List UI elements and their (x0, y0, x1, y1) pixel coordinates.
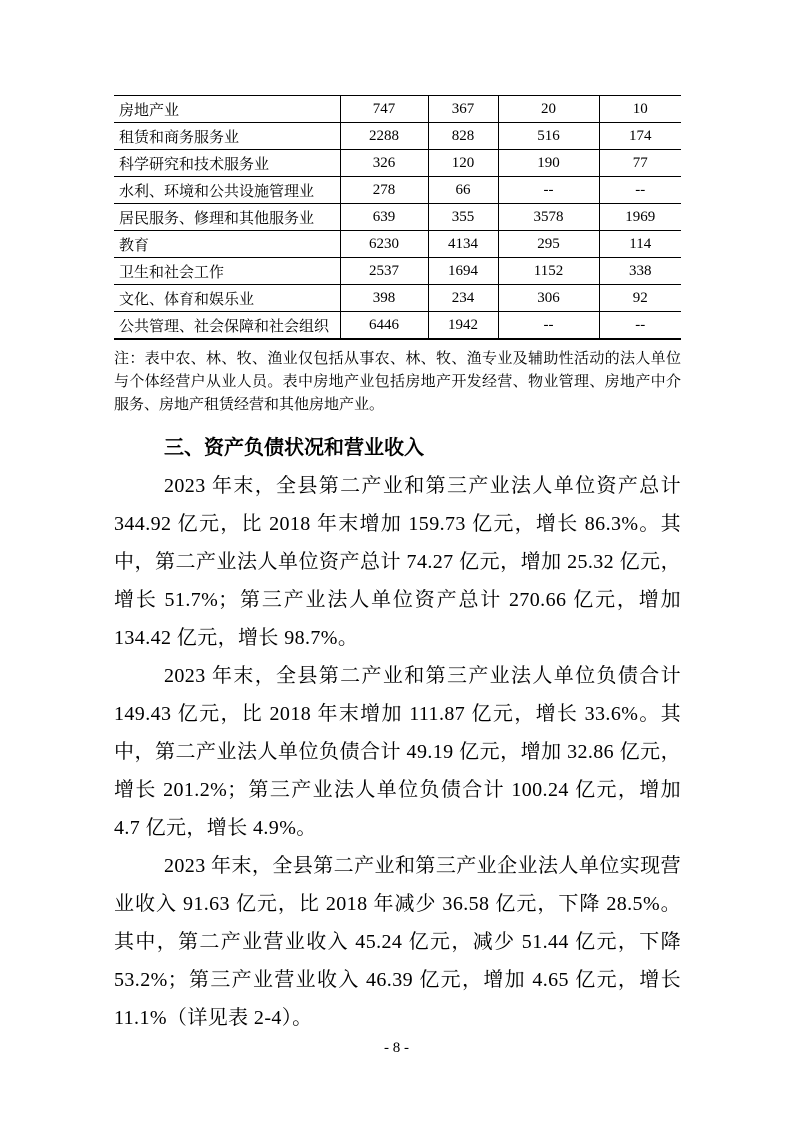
row-value: 20 (498, 96, 599, 123)
row-value: 398 (340, 285, 428, 312)
row-label: 居民服务、修理和其他服务业 (114, 204, 340, 231)
row-value: 747 (340, 96, 428, 123)
row-value: 1942 (428, 312, 498, 340)
row-value: 2288 (340, 123, 428, 150)
row-value: 234 (428, 285, 498, 312)
row-label: 公共管理、社会保障和社会组织 (114, 312, 340, 340)
row-value: -- (498, 312, 599, 340)
row-value: 355 (428, 204, 498, 231)
row-value: 66 (428, 177, 498, 204)
row-value: 174 (599, 123, 681, 150)
row-value: 516 (498, 123, 599, 150)
row-value: 295 (498, 231, 599, 258)
row-value: 2537 (340, 258, 428, 285)
row-value: 828 (428, 123, 498, 150)
table-row (114, 204, 681, 231)
table-note: 注：表中农、林、牧、渔业仅包括从事农、林、牧、渔专业及辅助性活动的法人单位与个体经营户从业人员。表中房地产业包括房地产开发经营、物业管理、房地产中介服务、房地产租赁经营和其他房地产业。 (114, 351, 681, 413)
row-value: 120 (428, 150, 498, 177)
paragraph-debt: 2023 年末，全县第二产业和第三产业法人单位负债合计 149.43 亿元，比 2018 年末增加 111.87 亿元，增长 33.6%。其中，第二产业法人单位负债合计 49.19 亿元，增加 32.86 亿元，增长 201.2%；第三产业法人单位负债合计 100.24 亿元，增加 4.7 亿元，增长 4.9%。 (114, 665, 681, 839)
row-label: 卫生和社会工作 (114, 258, 340, 285)
table-row (114, 312, 681, 340)
row-value: 6230 (340, 231, 428, 258)
row-value: -- (498, 177, 599, 204)
row-value: 338 (599, 258, 681, 285)
table-row (114, 258, 681, 285)
row-label: 文化、体育和娱乐业 (114, 285, 340, 312)
row-value: 114 (599, 231, 681, 258)
row-value: 3578 (498, 204, 599, 231)
row-value: 10 (599, 96, 681, 123)
row-label: 租赁和商务服务业 (114, 123, 340, 150)
row-value: 92 (599, 285, 681, 312)
row-value: 1694 (428, 258, 498, 285)
row-label: 科学研究和技术服务业 (114, 150, 340, 177)
table-row (114, 231, 681, 258)
row-label: 水利、环境和公共设施管理业 (114, 177, 340, 204)
table-row (114, 177, 681, 204)
row-value: 367 (428, 96, 498, 123)
row-value: 306 (498, 285, 599, 312)
row-label: 房地产业 (114, 96, 340, 123)
table-row (114, 150, 681, 177)
row-value: 77 (599, 150, 681, 177)
paragraph-assets: 2023 年末，全县第二产业和第三产业法人单位资产总计 344.92 亿元，比 2018 年末增加 159.73 亿元，增长 86.3%。其中，第二产业法人单位资产总计 74.27 亿元，增加 25.32 亿元，增长 51.7%；第三产业法人单位资产总计 270.66 亿元，增加 134.42 亿元，增长 98.7%。 (114, 475, 681, 649)
row-value: 278 (340, 177, 428, 204)
row-value: 326 (340, 150, 428, 177)
row-value: 639 (340, 204, 428, 231)
row-value: 4134 (428, 231, 498, 258)
table-row (114, 285, 681, 312)
row-value: -- (599, 177, 681, 204)
page-number: - 8 - (384, 1040, 409, 1056)
row-value: -- (599, 312, 681, 340)
row-value: 1152 (498, 258, 599, 285)
row-value: 6446 (340, 312, 428, 340)
paragraph-revenue: 2023 年末，全县第二产业和第三产业企业法人单位实现营业收入 91.63 亿元，比 2018 年减少 36.58 亿元，下降 28.5%。其中，第二产业营业收入 45.24 亿元，减少 51.44 亿元，下降 53.2%；第三产业营业收入 46.39 亿元，增加 4.65 亿元，增长 11.1%（详见表 2-4）。 (114, 855, 681, 1029)
row-value: 1969 (599, 204, 681, 231)
table-row (114, 123, 681, 150)
page-content (114, 95, 681, 1037)
row-label: 教育 (114, 231, 340, 258)
statistics-table (114, 95, 681, 340)
table-row (114, 96, 681, 123)
row-value: 190 (498, 150, 599, 177)
section-heading: 三、资产负债状况和营业收入 (164, 437, 424, 459)
